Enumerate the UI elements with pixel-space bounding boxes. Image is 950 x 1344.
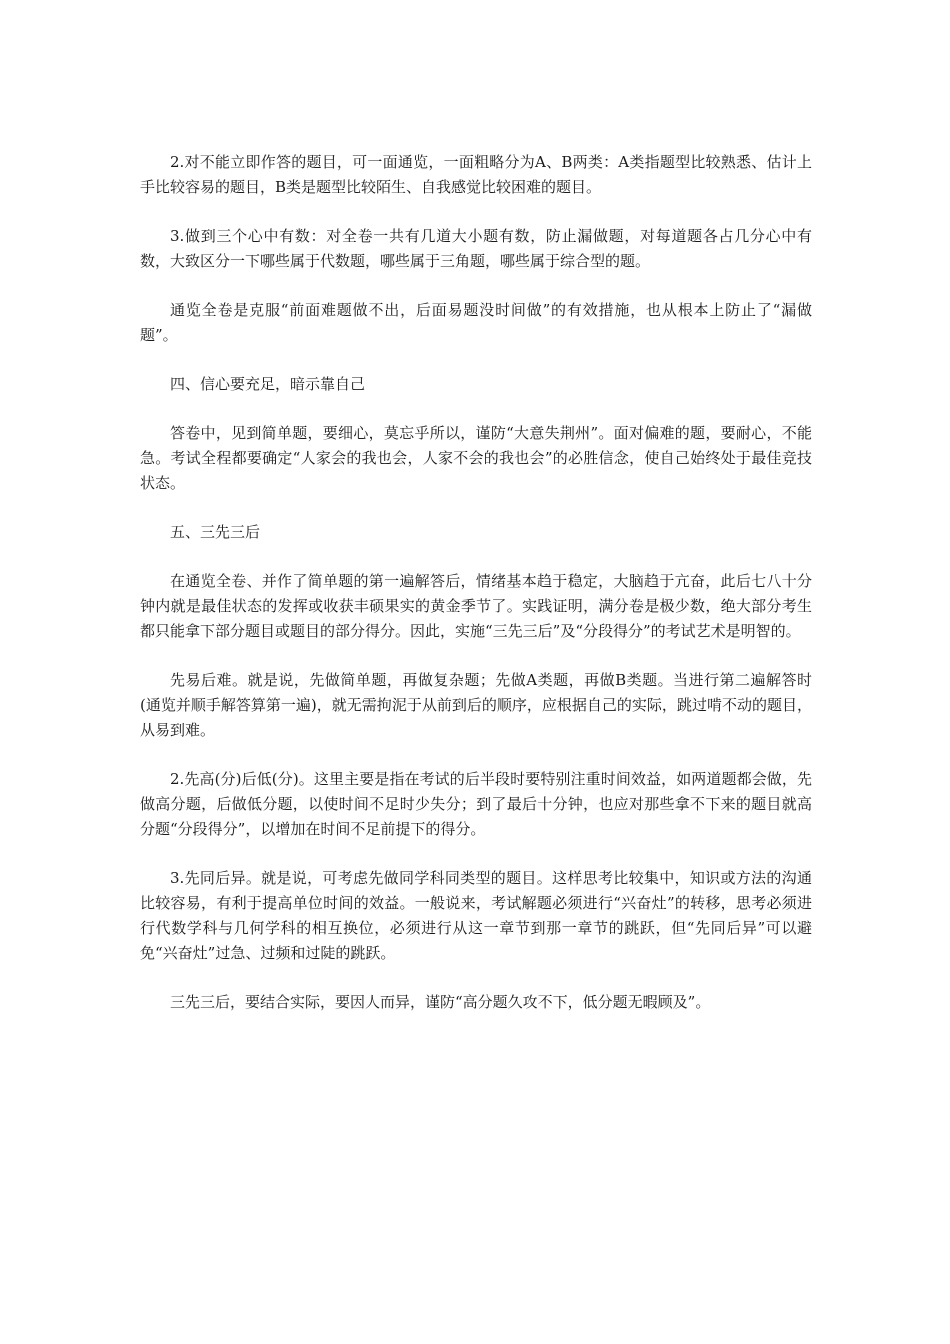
paragraph-easy-before-hard: 先易后难。就是说，先做简单题，再做复杂题；先做A类题，再做B类题。当进行第二遍解答时(通览并顺手解答算第一遍)，就无需拘泥于从前到后的顺序，应根据自己的实际，跳过啃不动的题目，从易到难。 (140, 671, 812, 739)
section-heading-three-first-three-after: 五、三先三后 (170, 523, 261, 541)
paragraph-same-before-different: 3.先同后异。就是说，可考虑先做同学科同类型的题目。这样思考比较集中，知识或方法的沟通比较容易，有利于提高单位时间的效益。一般说来，考试解题必须进行“兴奋灶”的转移，思考必须进行代数学科与几何学科的相互换位，必须进行从这一章节到那一章节的跳跃，但“先同后异”可以避免“兴奋灶”过急、过频和过陡的跳跃。 (140, 869, 812, 962)
paragraph-three-knowns: 3.做到三个心中有数：对全卷一共有几道大小题有数，防止漏做题，对每道题各占几分心中有数，大致区分一下哪些属于代数题，哪些属于三角题，哪些属于综合型的题。 (140, 227, 812, 270)
paragraph-confidence: 答卷中，见到简单题，要细心，莫忘乎所以，谨防“大意失荆州”。面对偏难的题，要耐心，不能急。考试全程都要确定“人家会的我也会，人家不会的我也会”的必胜信念，使自己始终处于最佳竞技状态。 (140, 424, 812, 492)
paragraph-classify-questions: 2.对不能立即作答的题目，可一面通览，一面粗略分为A、B两类：A类指题型比较熟悉、估计上手比较容易的题目，B类是题型比较陌生、自我感觉比较困难的题目。 (140, 153, 812, 196)
paragraph-high-before-low: 2.先高(分)后低(分)。这里主要是指在考试的后半段时要特别注重时间效益，如两道题都会做，先做高分题，后做低分题，以使时间不足时少失分；到了最后十分钟，也应对那些拿不下来的题目就高分题“分段得分”，以增加在时间不足前提下的得分。 (140, 770, 812, 838)
paragraph-golden-period: 在通览全卷、并作了简单题的第一遍解答后，情绪基本趋于稳定，大脑趋于亢奋，此后七八十分钟内就是最佳状态的发挥或收获丰硕果实的黄金季节了。实践证明，满分卷是极少数，绝大部分考生都只能拿下部分题目或题目的部分得分。因此，实施“三先三后”及“分段得分”的考试艺术是明智的。 (140, 572, 812, 640)
paragraph-overview-benefit: 通览全卷是克服“前面难题做不出，后面易题没时间做”的有效措施，也从根本上防止了“漏做题”。 (140, 301, 812, 344)
document-body (140, 150, 812, 1039)
section-heading-confidence: 四、信心要充足，暗示靠自己 (170, 375, 366, 393)
paragraph-conclusion: 三先三后，要结合实际，要因人而异，谨防“高分题久攻不下，低分题无暇顾及”。 (170, 993, 711, 1011)
